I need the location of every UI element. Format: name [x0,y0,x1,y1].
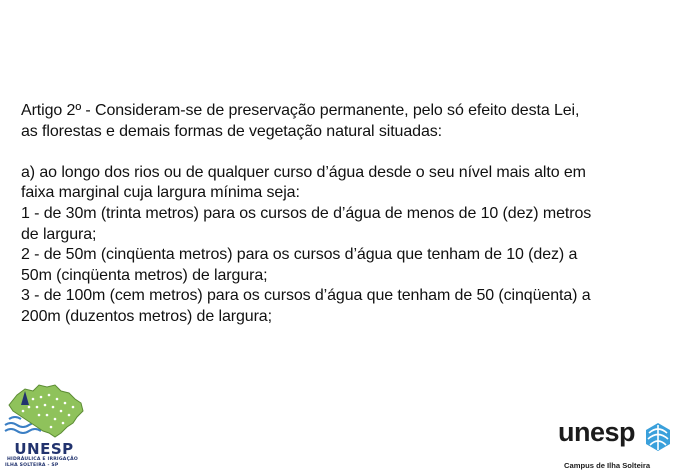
campus-label: Campus de Ilha Solteira [564,461,651,470]
item-3-line: 200m (duzentos metros) de largura; [21,307,272,325]
unesp-logo [558,417,676,470]
item-2-line: 2 - de 50m (cinqüenta metros) para os cursos d’água que tenham de 10 (dez) a [21,246,578,264]
item-1-line: 1 - de 30m (trinta metros) para os cursos de d’água de menos de 10 (dez) metros [21,204,592,222]
logo-subtitle-line: ILHA SOLTEIRA - SP [5,463,59,468]
article-heading-line: Artigo 2º - Consideram-se de preservação permanente, pelo só efeito desta Lei, [21,102,580,119]
unesp-hidraulica-logo [3,381,85,469]
article-heading-line: as florestas e demais formas de vegetação natural situadas: [21,122,442,140]
item-a-line: faixa marginal cuja largura mínima seja: [21,184,300,202]
paragraph-gap [21,142,661,163]
item-1-line: de largura; [21,225,97,243]
unesp-wordmark: unesp [558,417,636,447]
unesp-emblem-icon [643,422,673,452]
sao-paulo-state-map-icon [3,381,85,443]
item-a-line: a) ao longo dos rios ou de qualquer curso d’água desde o seu nível mais alto em [21,163,586,181]
item-3-line: 3 - de 100m (cem metros) para os cursos d’água que tenham de 50 (cinqüenta) a [21,287,591,305]
logo-brand-text: UNESP [14,440,74,458]
logo-subtitle-line: HIDRÁULICA E IRRIGAÇÃO [7,457,78,462]
slide-body-text [21,101,661,328]
item-2-line: 50m (cinqüenta metros) de largura; [21,266,268,284]
